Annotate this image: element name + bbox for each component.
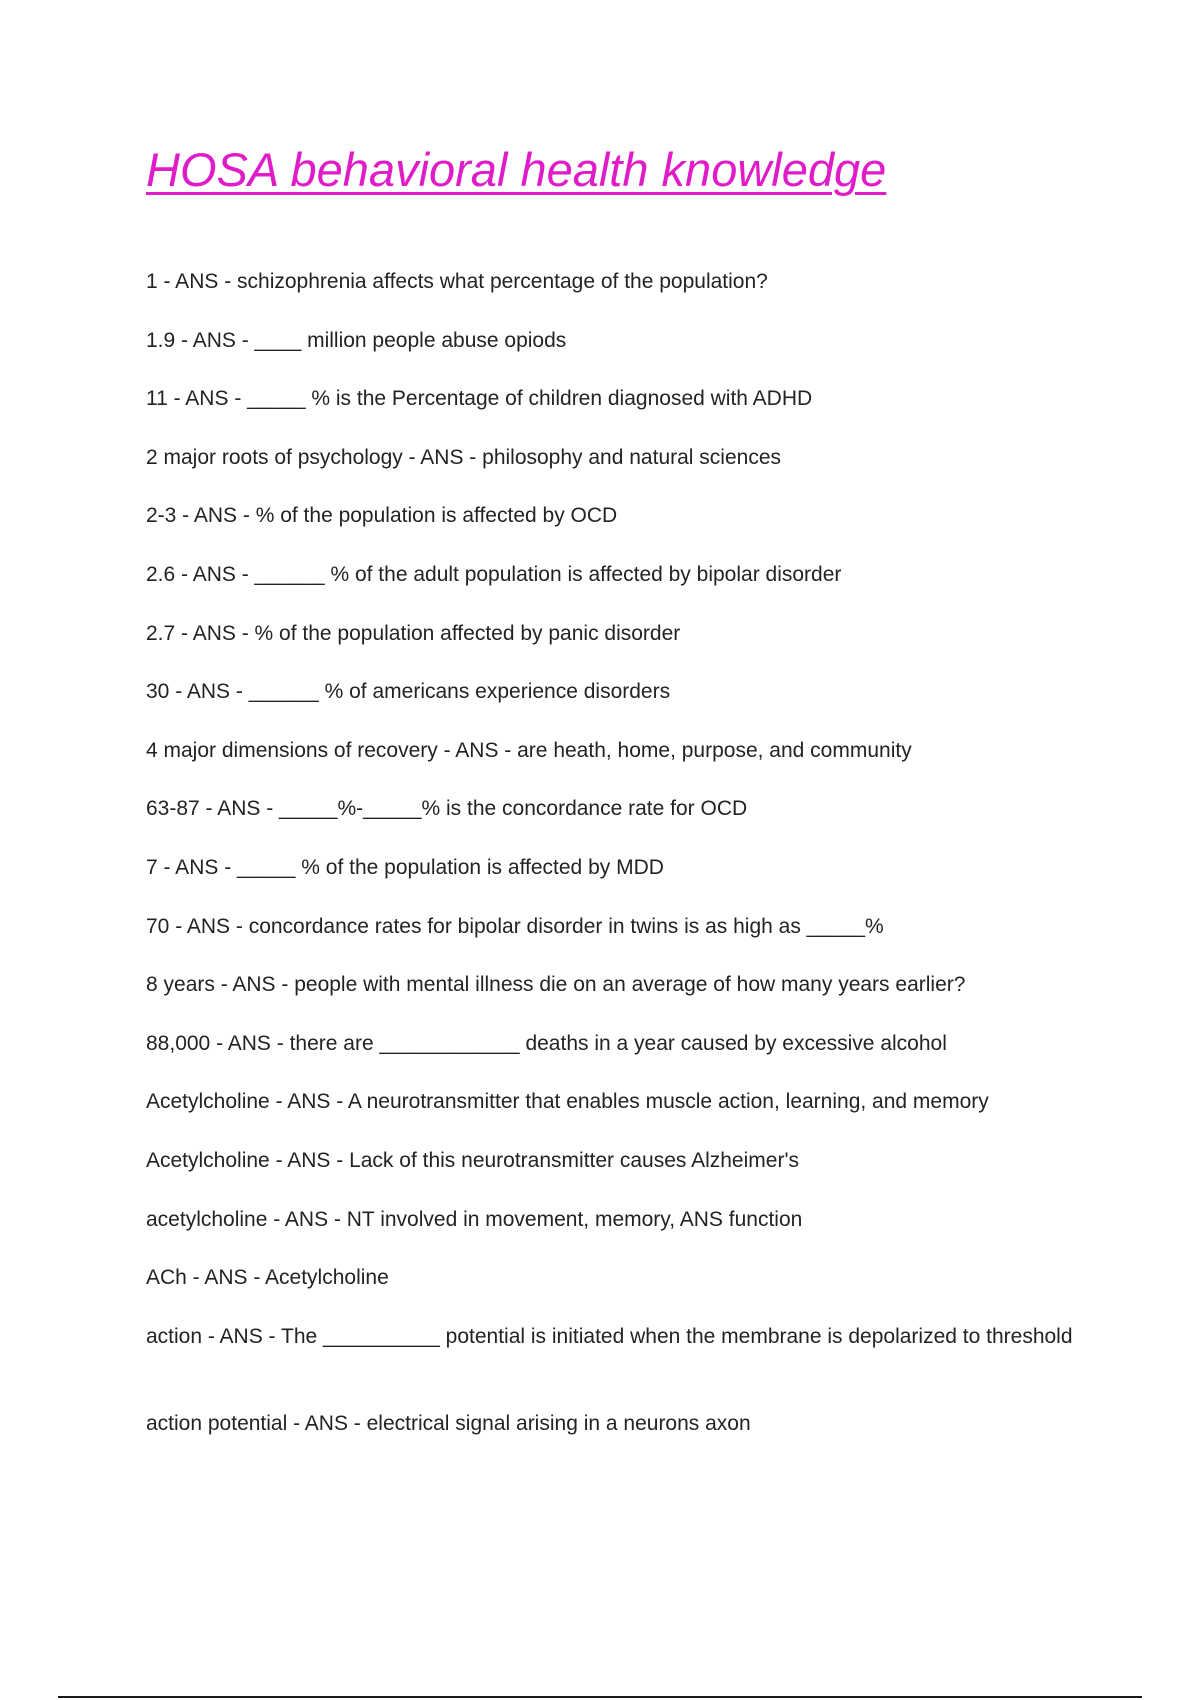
flashcard-entry: 4 major dimensions of recovery - ANS - are heath, home, purpose, and community: [146, 738, 912, 762]
flashcard-entry: acetylcholine - ANS - NT involved in movement, memory, ANS function: [146, 1207, 803, 1231]
document-title: HOSA behavioral health knowledge: [146, 143, 887, 196]
flashcard-entry: 11 - ANS - _____ % is the Percentage of children diagnosed with ADHD: [146, 387, 813, 411]
flashcard-entry: 63-87 - ANS - _____%-_____% is the concordance rate for OCD: [146, 797, 748, 821]
flashcard-entry: 8 years - ANS - people with mental illness die on an average of how many years earlier?: [146, 973, 966, 997]
flashcard-entry: ACh - ANS - Acetylcholine: [146, 1266, 389, 1290]
flashcard-entry: action potential - ANS - electrical signal arising in a neurons axon: [146, 1411, 751, 1435]
flashcard-entry: 7 - ANS - _____ % of the population is affected by MDD: [146, 855, 664, 879]
flashcard-entry: 2 major roots of psychology - ANS - philosophy and natural sciences: [146, 445, 781, 469]
flashcard-entry: action - ANS - The __________ potential is initiated when the membrane is depolarized to threshold: [146, 1324, 1073, 1348]
flashcard-entry: 30 - ANS - ______ % of americans experience disorders: [146, 680, 671, 704]
flashcard-entry: 1 - ANS - schizophrenia affects what percentage of the population?: [146, 270, 768, 293]
flashcard-entry: 2.6 - ANS - ______ % of the adult population is affected by bipolar disorder: [146, 562, 842, 586]
flashcard-entry: Acetylcholine - ANS - Lack of this neurotransmitter causes Alzheimer's: [146, 1148, 799, 1172]
flashcard-entry: 2-3 - ANS - % of the population is affected by OCD: [146, 504, 618, 528]
flashcard-entry: 1.9 - ANS - ____ million people abuse opiods: [146, 328, 567, 352]
flashcard-entry: 2.7 - ANS - % of the population affected by panic disorder: [146, 621, 681, 645]
flashcard-entry: Acetylcholine - ANS - A neurotransmitter that enables muscle action, learning, and memory: [146, 1090, 989, 1114]
flashcard-list: [146, 268, 1076, 1468]
footer-rule: [58, 1696, 1142, 1698]
flashcard-entry: 70 - ANS - concordance rates for bipolar disorder in twins is as high as _____%: [146, 914, 884, 938]
flashcard-entry: 88,000 - ANS - there are ____________ deaths in a year caused by excessive alcohol: [146, 1031, 947, 1055]
